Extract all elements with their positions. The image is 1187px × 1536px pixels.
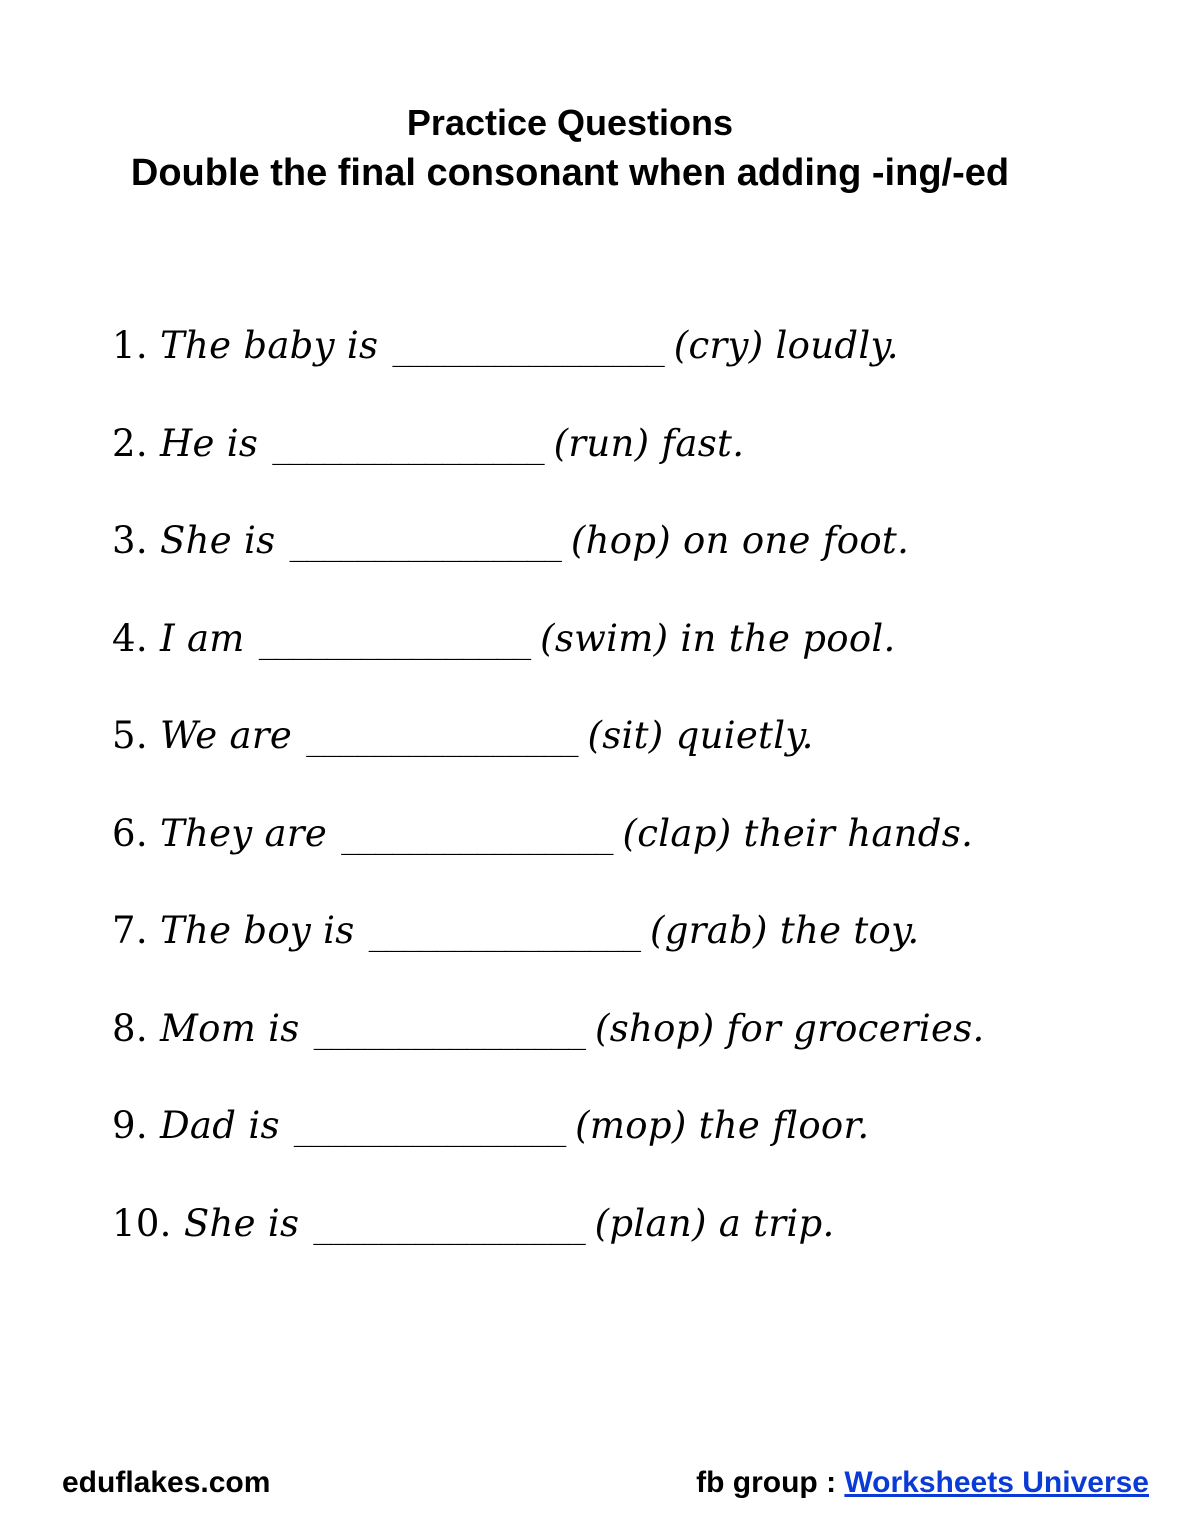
question-number: 2. — [112, 421, 148, 465]
question-suffix: (swim) in the pool. — [540, 616, 896, 660]
question-suffix: (grab) the toy. — [649, 909, 920, 952]
question-number: 10. — [112, 1201, 172, 1245]
footer-site: eduflakes.com — [62, 1466, 271, 1499]
question-number: 5. — [112, 714, 148, 757]
question-prefix: Mom is — [159, 1006, 300, 1050]
worksheet-header — [0, 100, 1140, 200]
question-item — [112, 1001, 1152, 1099]
question-number: 4. — [112, 616, 148, 660]
question-number: 7. — [112, 909, 148, 952]
page-title: Practice Questions — [406, 102, 734, 143]
answer-blank: ________________ — [313, 1210, 585, 1246]
question-suffix: (shop) for groceries. — [595, 1006, 985, 1050]
question-prefix: She is — [183, 1201, 300, 1245]
question-item — [112, 903, 1152, 1001]
answer-blank: ________________ — [289, 528, 561, 563]
answer-blank: ________________ — [306, 723, 578, 758]
question-item — [112, 1196, 1152, 1294]
answer-blank: ________________ — [293, 1113, 566, 1148]
question-suffix: (clap) their hands. — [622, 811, 974, 855]
answer-blank: ________________ — [341, 820, 613, 856]
question-prefix: I am — [159, 616, 245, 660]
answer-blank: ________________ — [392, 333, 664, 368]
question-suffix: (mop) the floor. — [575, 1104, 870, 1147]
question-suffix: (hop) on one foot. — [570, 519, 910, 562]
answer-blank: ________________ — [272, 430, 544, 466]
question-suffix: (cry) loudly. — [673, 324, 899, 367]
worksheets-universe-link[interactable]: Worksheets Universe — [844, 1466, 1149, 1499]
question-item — [112, 611, 1152, 709]
question-number: 9. — [112, 1104, 148, 1147]
question-suffix: (sit) quietly. — [587, 714, 814, 757]
question-prefix: The boy is — [159, 909, 355, 952]
question-prefix: They are — [159, 811, 328, 855]
question-prefix: The baby is — [159, 324, 379, 367]
footer-group-label: fb group : — [696, 1466, 837, 1499]
question-item — [112, 318, 1152, 416]
question-number: 8. — [112, 1006, 148, 1050]
question-suffix: (run) fast. — [553, 421, 745, 465]
answer-blank: ________________ — [313, 1015, 585, 1051]
page-subtitle: Double the final consonant when adding -ing/-ed — [130, 152, 1010, 194]
answer-blank: ________________ — [258, 625, 531, 661]
question-item — [112, 416, 1152, 514]
footer-group — [696, 1466, 1149, 1500]
question-item — [112, 513, 1152, 611]
question-number: 1. — [112, 324, 148, 367]
question-prefix: Dad is — [159, 1104, 280, 1147]
question-prefix: She is — [159, 519, 276, 562]
question-number: 6. — [112, 811, 148, 855]
question-number: 3. — [112, 519, 148, 562]
question-prefix: We are — [159, 714, 293, 757]
answer-blank: ________________ — [368, 918, 640, 953]
question-item — [112, 806, 1152, 904]
question-item — [112, 708, 1152, 806]
question-item — [112, 1098, 1152, 1196]
question-suffix: (plan) a trip. — [594, 1201, 835, 1245]
question-list — [112, 318, 1152, 1293]
question-prefix: He is — [159, 421, 259, 465]
